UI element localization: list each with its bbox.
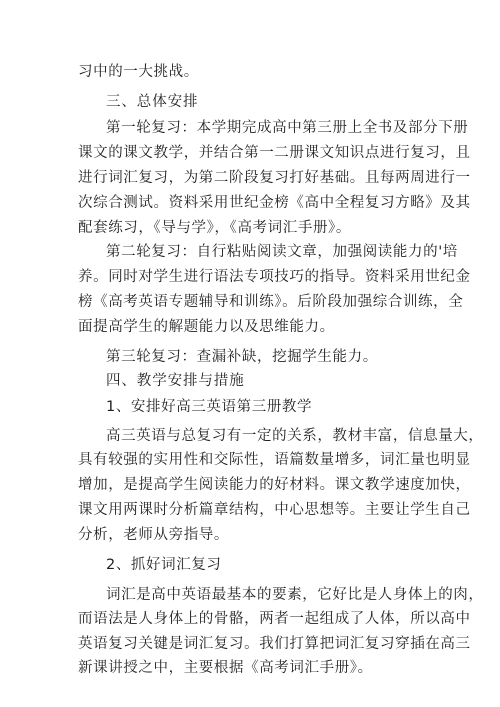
section-heading: 三、总体安排	[106, 94, 199, 110]
paragraph-line: 课文用两课时分析篇章结构，中心思想等。主要让学生自己	[78, 502, 471, 518]
paragraph-line: 第三轮复习：查漏补缺，挖掘学生能力。	[106, 349, 378, 365]
paragraph-line: 进行词汇复习，为第二阶段复习打好基础。且每两周进行一	[78, 170, 471, 186]
paragraph-line: 第一轮复习：本学期完成高中第三册上全书及部分下册	[106, 120, 469, 136]
section-heading: 四、教学安排与措施	[106, 373, 245, 389]
paragraph-line: 习中的一大挑战。	[78, 64, 199, 80]
paragraph-line: 而语法是人身体上的骨骼，两者一起组成了人体，所以高中	[78, 611, 471, 627]
paragraph-line: 高三英语与总复习有一定的关系，教材丰富，信息量大，	[106, 428, 484, 444]
paragraph-line: 增加，是提高学生阅读能力的好材料。课文教学速度加快，	[78, 477, 471, 493]
paragraph-line: 配套练习，《导与学》，《高考词汇手册》。	[78, 220, 351, 236]
subsection-heading: 1、安排好高三英语第三册教学	[106, 399, 313, 415]
subsection-heading: 2、抓好词汇复习	[106, 557, 222, 573]
paragraph-line: 养。同时对学生进行语法专项技巧的指导。资料采用世纪金	[78, 269, 471, 285]
paragraph-line: 次综合测试。资料采用世纪金榜《高中全程复习方略》及其	[78, 195, 471, 211]
paragraph-line: 面提高学生的解题能力以及思维能力。	[78, 319, 335, 335]
paragraph-line: 词汇是高中英语最基本的要素，它好比是人身体上的肉，	[106, 587, 484, 603]
paragraph-line: 课文的课文教学，并结合第一二册课文知识点进行复习，且	[78, 145, 471, 161]
paragraph-line: 第二轮复习：自行粘贴阅读文章，加强阅读能力的'培	[106, 244, 458, 260]
paragraph-line: 英语复习关键是词汇复习。我们打算把词汇复习穿插在高三	[78, 636, 471, 652]
paragraph-line: 新课讲授之中，主要根据《高考词汇手册》。	[78, 660, 373, 676]
paragraph-line: 榜《高考英语专题辅导和训练》。后阶段加强综合训练，全	[78, 294, 464, 310]
paragraph-line: 具有较强的实用性和交际性，语篇数量增多，词汇量也明显	[78, 452, 471, 468]
paragraph-line: 分析，老师从旁指导。	[78, 527, 229, 543]
